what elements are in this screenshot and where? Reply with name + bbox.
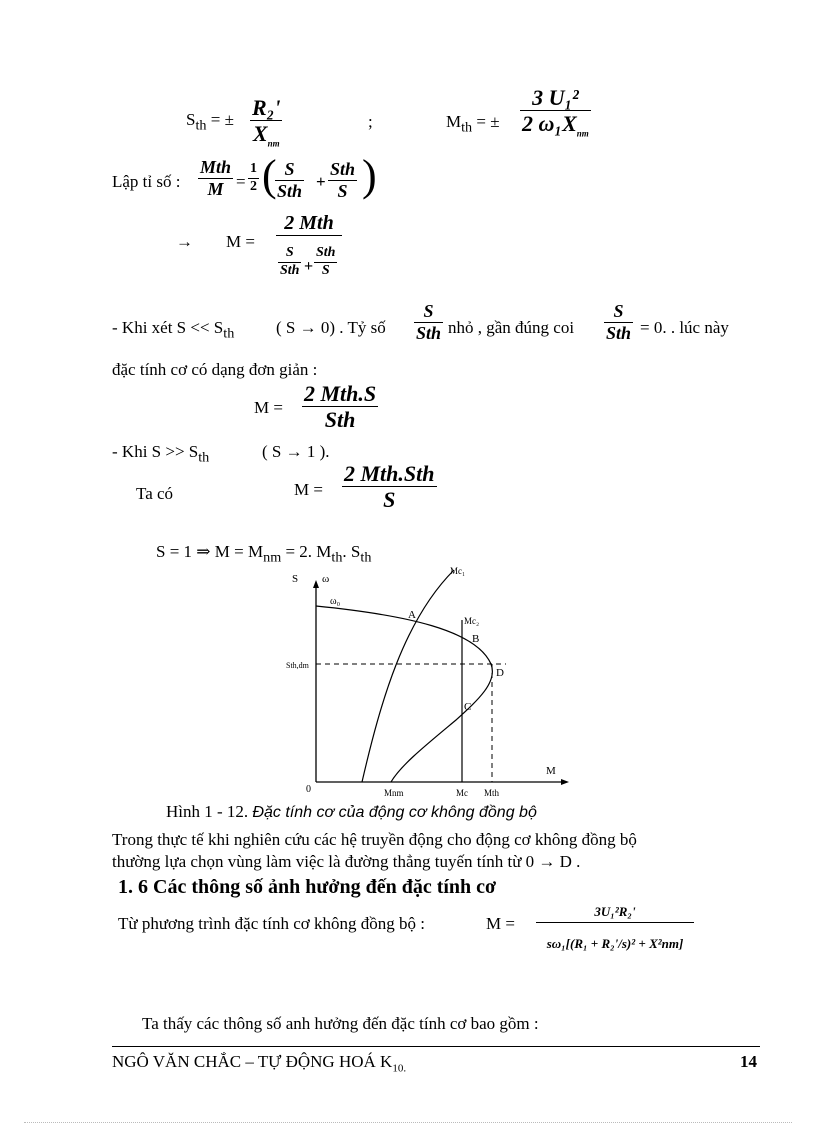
ratio-frac-b: Sth S: [330, 159, 356, 201]
ratio-plus: +: [316, 172, 326, 191]
s-axis-arrow: [313, 580, 319, 588]
s1-line: S = 1 ⇒ $M = M_{nm} = 2$. $M_{th}$. $S_{th}$: [156, 542, 372, 566]
case2-text-a: - Khi $S >> S_{th}$: [112, 442, 210, 466]
case1-eq-lhs: M =: [254, 398, 283, 417]
label-s: S: [292, 573, 299, 585]
motor-curve: [316, 606, 492, 782]
label-sth: Sth,dm: [286, 661, 309, 670]
section-heading: 1. 6 Các thông số ảnh hưởng đến đặc tính cơ: [118, 876, 497, 898]
label-mc2: Mc₂: [464, 616, 480, 626]
sth-label: $S_{th}$ = ±: [186, 110, 234, 134]
ratio-close-paren: ): [362, 151, 377, 200]
case1-line2: đặc tính cơ có dạng đơn giản :: [112, 360, 318, 379]
point-a: A: [408, 609, 416, 621]
case1-text-c: nhỏ , gần đúng coi: [448, 318, 575, 337]
section-eq-numerator: 3U₁²R₂': [536, 904, 694, 923]
section-eq-denominator: sω₁[(R₁ + R₂'/s)² + X²nm]: [546, 936, 684, 951]
point-c: C: [464, 701, 472, 713]
mth-label: $M_{th}$ = ±: [446, 112, 500, 136]
para-line-2: thường lựa chọn vùng làm việc là đường thẳng tuyến tính từ 0 → D .: [112, 852, 581, 871]
ratio-label: Lập tỉ số :: [112, 172, 181, 191]
tick-mth: Mth: [484, 788, 500, 798]
case1-text-d: = 0. . lúc này: [640, 318, 729, 337]
case2-eq-lhs: M =: [294, 480, 323, 499]
page-number: 14: [740, 1052, 757, 1071]
tick-mc: Mc: [456, 788, 468, 798]
speed-torque-figure: [286, 560, 576, 800]
case1-text-b: ( S → 0) . Tỷ số: [276, 318, 386, 337]
case2-eq-fraction: 2 Mth.Sth S: [344, 461, 435, 513]
case2-text-b: ( S → 1 ).: [262, 442, 330, 461]
eq-separator: ;: [368, 112, 373, 131]
label-m: M: [546, 765, 556, 777]
ratio-open-paren: (: [262, 151, 277, 200]
label-mc1: Mc₁: [450, 566, 466, 576]
para-line-1: Trong thực tế khi nghiên cứu các hệ truyền động cho động cơ không đồng bộ: [112, 830, 637, 849]
mth-fraction: 3 U₁² 2 $\omega_1X_{nm}$: [522, 85, 589, 139]
figure-caption: Hình 1 - 12. Đặc tính cơ của động cơ không đồng bộ: [166, 802, 537, 821]
case1-text-a: - Khi xét $S << S_{th}$: [112, 318, 235, 342]
ratio-lhs-fraction: Mth M: [200, 157, 232, 199]
result-arrow: →: [176, 232, 193, 251]
label-origin: 0: [306, 784, 311, 795]
result-numerator: 2 Mth: [276, 212, 342, 236]
ratio-half: 1 2: [250, 161, 257, 194]
closing-line: Ta thấy các thông số anh hưởng đến đặc tính cơ bao gồm :: [142, 1014, 539, 1033]
result-lhs: M =: [226, 232, 255, 251]
tick-mnm: Mnm: [384, 788, 404, 798]
section-intro: Từ phương trình đặc tính cơ không đồng bộ :: [118, 914, 425, 933]
label-omega: ω: [322, 573, 330, 585]
ratio-eq: =: [236, 172, 246, 191]
point-d: D: [496, 667, 504, 679]
case2-taco: Ta có: [136, 484, 174, 503]
footer-author: NGÔ VĂN CHẮC – TỰ ĐỘNG HOÁ $K_{10.}$: [112, 1052, 407, 1075]
point-b: B: [472, 633, 480, 645]
label-omega0: ω₀: [330, 596, 341, 607]
result-frac-a: S Sth: [280, 245, 300, 278]
load-curve-mc1: [362, 570, 454, 782]
case1-frac-2: S Sth: [606, 301, 632, 343]
sth-fraction: R₂' $X_{nm}$: [252, 95, 281, 149]
result-plus: +: [304, 258, 314, 275]
case1-eq-fraction: 2 Mth.S Sth: [304, 381, 377, 433]
section-eq-lhs: M =: [486, 914, 515, 933]
ratio-frac-a: S Sth: [277, 159, 303, 201]
footer-rule: [112, 1046, 760, 1047]
case1-frac-1: S Sth: [416, 301, 442, 343]
m-axis-arrow: [561, 779, 569, 785]
result-frac-b: Sth S: [316, 245, 336, 278]
